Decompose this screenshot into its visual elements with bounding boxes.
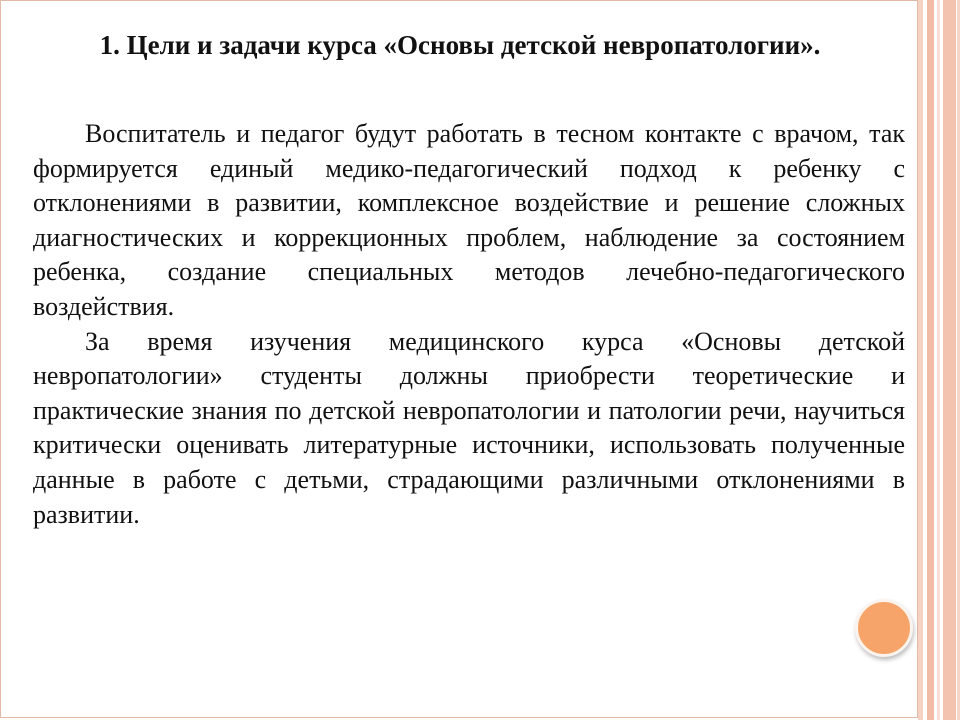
stripe <box>918 0 923 720</box>
stripe <box>927 0 934 720</box>
decorative-stripes <box>918 0 960 720</box>
slide-title: 1. Цели и задачи курса «Основы детской невропатологии». <box>99 30 821 60</box>
decorative-circle <box>855 599 913 657</box>
paragraph-2: За время изучения медицинского курса «Основы детской невропатологии» студенты должны приобрести теоретические и практические знания по детской невропатологии и патологии речи, научиться критически оценивать литературные источники, использовать полученные данные в работе с детьми, страдающими различными отклонениями в развитии. <box>33 326 905 529</box>
stripe <box>937 0 940 720</box>
paragraph-1: Воспитатель и педагог будут работать в тесном контакте с врачом, так формируется единый медико-педагогический подход к ребенку с отклонениями в развитии, комплексное воздействие и решение сложных диагностических и коррекционных проблем, наблюдение за состоянием ребенка, создание специальных методов лечебно-педагогического воздействия. <box>33 119 905 321</box>
stripe <box>943 0 956 720</box>
slide-body <box>33 117 905 532</box>
